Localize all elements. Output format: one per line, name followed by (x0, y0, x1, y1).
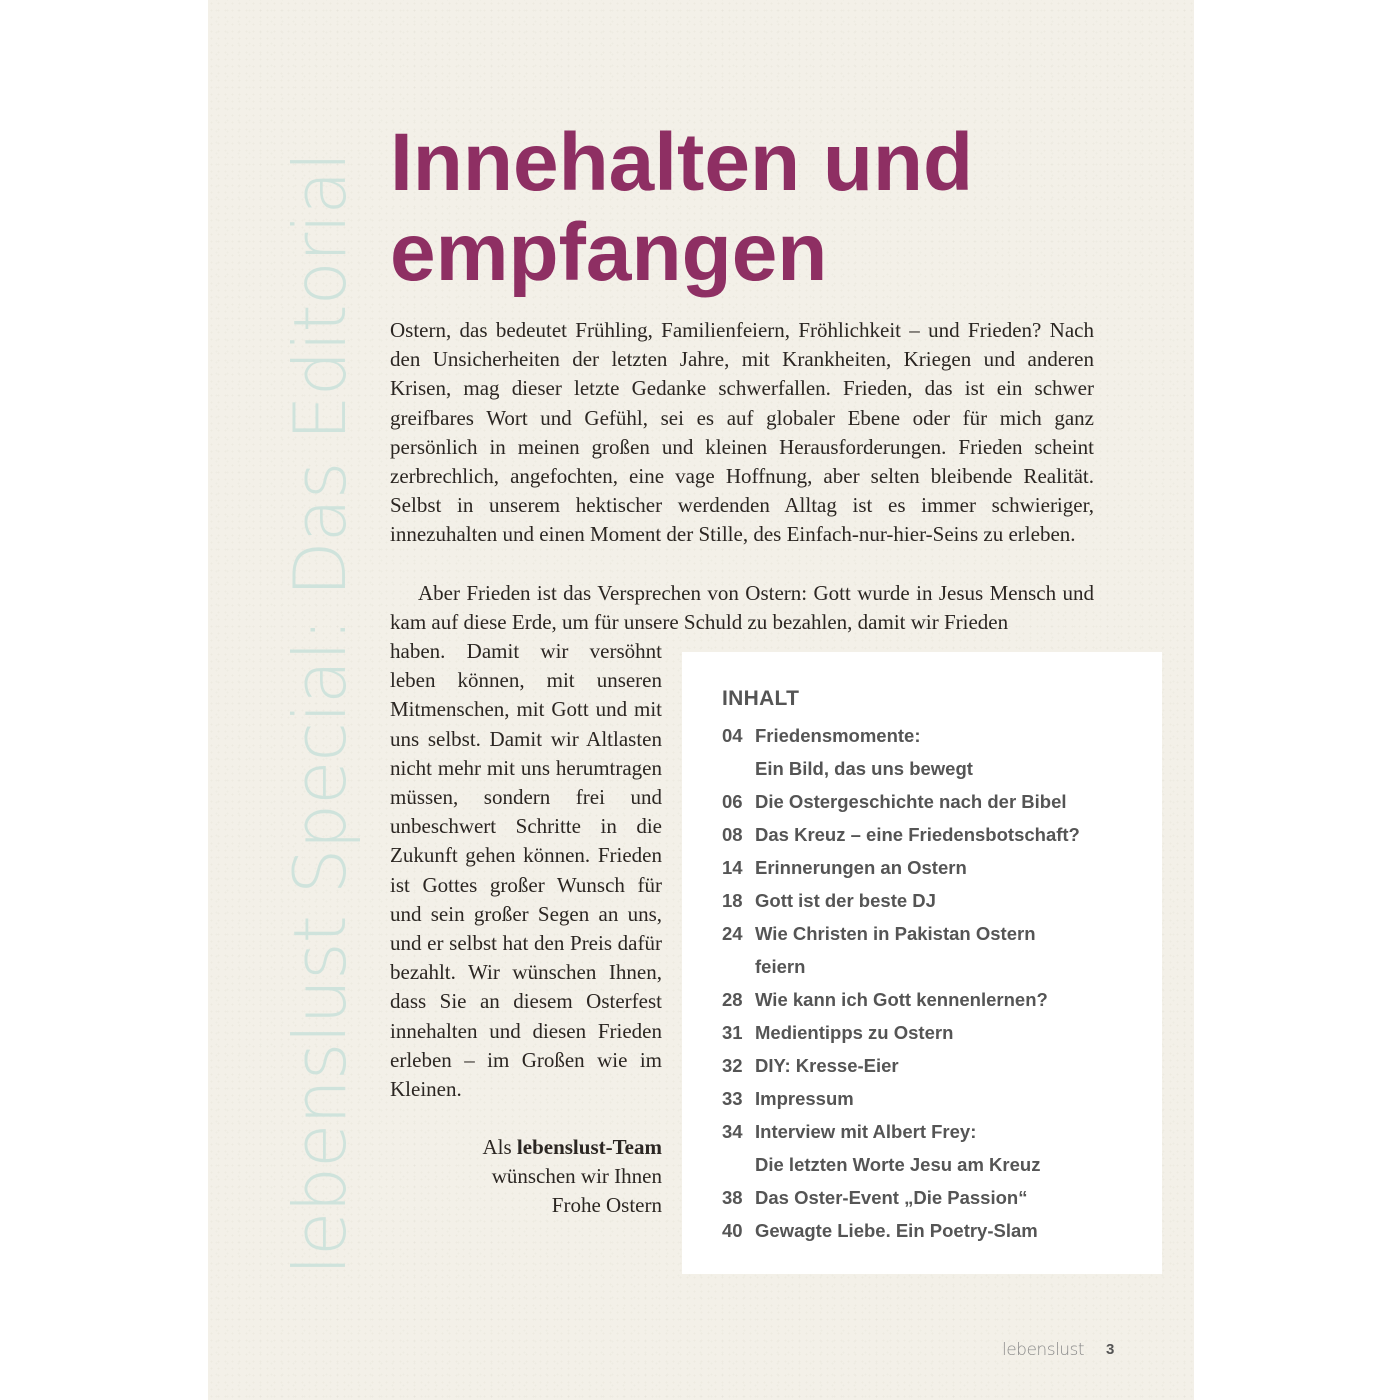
toc-title-line: Ein Bild, das uns bewegt (755, 758, 973, 779)
toc-heading: INHALT (722, 687, 800, 710)
toc-title (755, 1181, 1027, 1214)
toc-item[interactable] (722, 917, 1142, 983)
side-title: lebenslust Special: Das Editorial (278, 152, 362, 1275)
toc-title-line: Erinnerungen an Ostern (755, 857, 967, 878)
toc-page-number: 31 (722, 1022, 743, 1043)
toc-page-number: 04 (722, 725, 743, 746)
toc-title (755, 917, 1036, 983)
toc-item[interactable] (722, 1214, 1142, 1247)
toc-title (755, 1049, 899, 1082)
signoff-team: lebenslust-Team (516, 1135, 662, 1159)
toc-page-number: 28 (722, 989, 743, 1010)
editorial-paragraph-3: haben. Damit wir versöhnt leben können, mit unseren Mitmenschen, mit Gott und mit uns selbst. Damit wir Altlasten nicht mehr mit uns herumtragen müssen, sondern frei und unbeschwert Schritte in die Zukunft gehen können. Frieden ist Gottes großer Wunsch für und sein großer Segen an uns, und er selbst hat den Preis dafür bezahlt. Wir wünschen Ihnen, dass Sie an diesem Osterfest innehalten und diesen Frieden erleben – im Großen wie im Kleinen. (390, 639, 662, 1102)
toc-list (722, 719, 1142, 1247)
toc-title-line: Die letzten Worte Jesu am Kreuz (755, 1154, 1041, 1175)
toc-title-line: Impressum (755, 1088, 854, 1109)
toc-item[interactable] (722, 983, 1142, 1016)
toc-title-line: Wie Christen in Pakistan Ostern (755, 923, 1036, 944)
editorial-paragraph-2: Aber Frieden ist das Versprechen von Ostern: Gott wurde in Jesus Mensch und kam auf diese Erde, um für unsere Schuld zu bezahlen, damit wir Frieden (390, 581, 1094, 635)
toc-title-line: Friedensmomente: (755, 725, 921, 746)
toc-page-number: 06 (722, 791, 743, 812)
editorial-paragraph-1: Ostern, das bedeutet Frühling, Familienfeiern, Fröhlichkeit – und Frieden? Nach den Unsicherheiten der letzten Jahre, mit Krankheiten, Kriegen und anderen Krisen, mag dieser letzte Gedanke schwerfallen. Frieden, das ist ein schwer greifbares Wort und Gefühl, sei es auf globaler Ebene oder für mich ganz persönlich in meinen großen und kleinen Herausforderungen. Frieden scheint zerbrechlich, angefochten, eine vage Hoffnung, aber selten bleibende Realität. Selbst in unserem hektischer werdenden Alltag ist es immer schwieriger, innezuhalten und einen Moment der Stille, des Einfach-nur-hier-Seins zu erleben. (390, 318, 1094, 547)
toc-page-number: 32 (722, 1055, 743, 1076)
toc-title-line: DIY: Kresse-Eier (755, 1055, 899, 1076)
toc-page-number: 24 (722, 923, 743, 944)
toc-item[interactable] (722, 1049, 1142, 1082)
page-number: 3 (1106, 1341, 1115, 1358)
toc-page-number: 33 (722, 1088, 743, 1109)
signoff (390, 1133, 662, 1220)
toc-item[interactable] (722, 818, 1142, 851)
signoff-line-1 (390, 1133, 662, 1162)
toc-title (755, 1115, 1040, 1181)
toc-title-line: Gott ist der beste DJ (755, 890, 936, 911)
toc-title-line: Interview mit Albert Frey: (755, 1121, 977, 1142)
toc-item[interactable] (722, 719, 1142, 785)
toc-title-line: Gewagte Liebe. Ein Poetry-Slam (755, 1220, 1038, 1241)
page-title: Innehalten und empfangen (390, 117, 974, 298)
toc-item[interactable] (722, 1082, 1142, 1115)
toc-item[interactable] (722, 851, 1142, 884)
toc-title (755, 851, 967, 884)
toc-title (755, 1214, 1038, 1247)
toc-page-number: 08 (722, 824, 743, 845)
toc-item[interactable] (722, 785, 1142, 818)
toc-page-number: 38 (722, 1187, 743, 1208)
toc-title (755, 818, 1080, 851)
toc-title-line: feiern (755, 956, 806, 977)
toc-page-number: 34 (722, 1121, 743, 1142)
toc-item[interactable] (722, 884, 1142, 917)
toc-page-number: 18 (722, 890, 743, 911)
footer-brand-logo: lebenslust (1002, 1340, 1085, 1360)
toc-title (755, 983, 1048, 1016)
toc-page-number: 40 (722, 1220, 743, 1241)
toc-item[interactable] (722, 1115, 1142, 1181)
signoff-prefix: Als (482, 1135, 512, 1159)
toc-title (755, 1082, 854, 1115)
toc-item[interactable] (722, 1016, 1142, 1049)
table-of-contents (682, 652, 1162, 1274)
toc-title (755, 785, 1067, 818)
toc-title (755, 719, 973, 785)
toc-title-line: Das Oster-Event „Die Passion“ (755, 1187, 1028, 1208)
signoff-line-3: Frohe Ostern (551, 1193, 662, 1217)
toc-title (755, 1016, 953, 1049)
toc-title-line: Die Ostergeschichte nach der Bibel (755, 791, 1067, 812)
toc-title-line: Das Kreuz – eine Friedensbotschaft? (755, 824, 1080, 845)
toc-title-line: Medientipps zu Ostern (755, 1022, 954, 1043)
toc-page-number: 14 (722, 857, 743, 878)
toc-title (755, 884, 936, 917)
signoff-line-2: wünschen wir Ihnen (491, 1164, 662, 1188)
toc-item[interactable] (722, 1181, 1142, 1214)
toc-title-line: Wie kann ich Gott kennenlernen? (755, 989, 1048, 1010)
